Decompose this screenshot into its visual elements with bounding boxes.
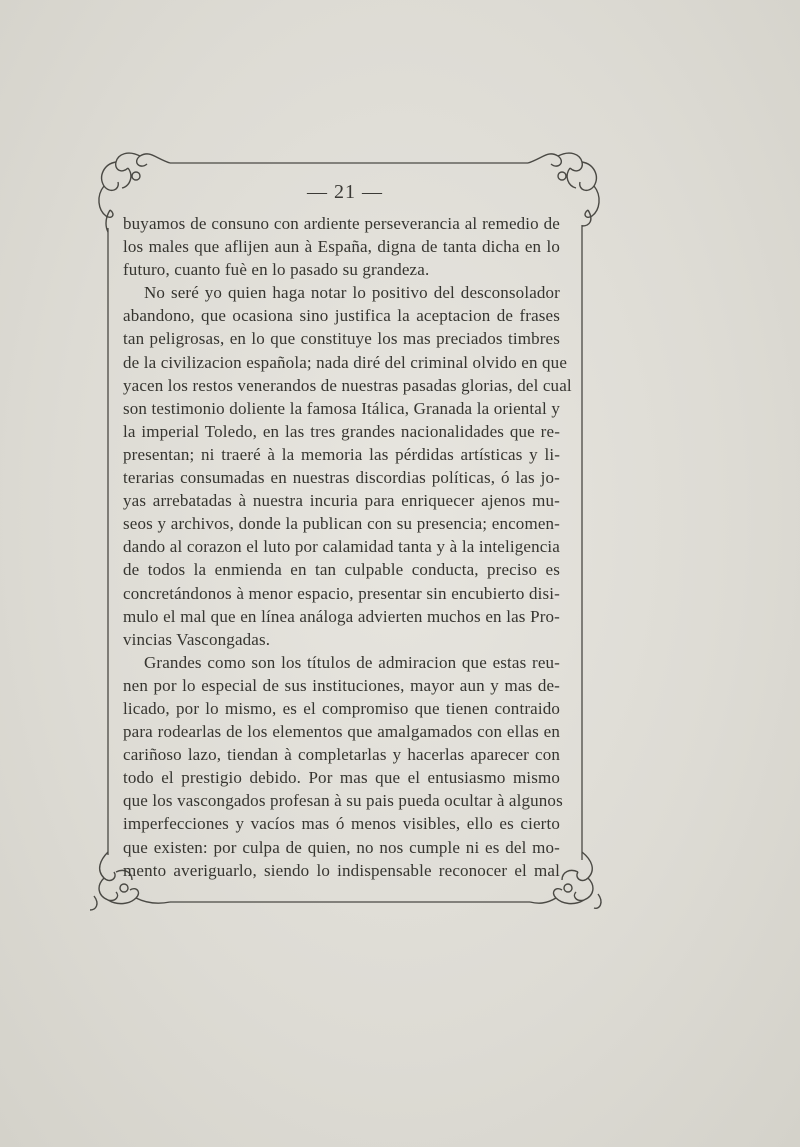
paragraph-1 <box>123 212 560 281</box>
text-line: concretándonos à menor espacio, presentar sin encubierto disi- <box>123 583 560 603</box>
paragraph-2 <box>123 281 572 651</box>
text-line: de todos la enmienda en tan culpable conducta, preciso es <box>123 560 560 580</box>
text-line: de la civilizacion española; nada diré del criminal olvido en que <box>123 352 568 372</box>
text-line: mento averiguarlo, siendo lo indispensable reconocer el mal <box>123 860 560 880</box>
text-line: Grandes como son los títulos de admiracion que estas reu- <box>144 652 560 672</box>
text-line: cariñoso lazo, tiendan à completarlas y hacerlas aparecer con <box>123 745 560 765</box>
text-line: presentan; ni traeré à la memoria las pérdidas artísticas y li- <box>123 444 560 464</box>
text-line: No seré yo quien haga notar lo positivo del desconsolador <box>144 283 560 303</box>
text-line: tan peligrosas, en lo que constituye los mas preciados timbres <box>123 329 560 349</box>
text-line: que los vascongados profesan à su pais pueda ocultar à algunos <box>123 791 563 811</box>
text-line: los males que aflijen aun à España, digna de tanta dicha en lo <box>123 237 560 257</box>
text-line: vincias Vascongadas. <box>123 629 271 649</box>
text-line: para rodearlas de los elementos que amalgamados con ellas en <box>123 722 560 742</box>
text-line: licado, por lo mismo, es el compromiso que tienen contraido <box>123 698 560 718</box>
page-number: — 21 — <box>307 181 383 203</box>
text-line: imperfecciones y vacíos mas ó menos visibles, ello es cierto <box>123 814 560 834</box>
text-line: futuro, cuanto fuè en lo pasado su grandeza. <box>123 260 430 280</box>
text-line: abandono, que ocasiona sino justifica la aceptacion de frases <box>123 306 560 326</box>
text-line: terarias consumadas en nuestras discordias políticas, ó las jo- <box>123 468 560 488</box>
body-text <box>123 212 572 882</box>
text-line: buyamos de consuno con ardiente perseverancia al remedio de <box>123 214 560 233</box>
text-line: yacen los restos venerandos de nuestras pasadas glorias, del cual <box>123 375 572 395</box>
text-line: la imperial Toledo, en las tres grandes nacionalidades que re- <box>123 421 560 441</box>
text-line: seos y archivos, donde la publican con su presencia; encomen- <box>123 514 560 534</box>
text-line: que existen: por culpa de quien, no nos cumple ni es del mo- <box>123 837 560 857</box>
text-line: dando al corazon el luto por calamidad tanta y à la inteligencia <box>123 537 560 557</box>
text-line: son testimonio doliente la famosa Itálica, Granada la oriental y <box>123 398 560 418</box>
text-line: todo el prestigio debido. Por mas que el entusiasmo mismo <box>123 768 560 788</box>
text-line: yas arrebatadas à nuestra incuria para enriquecer ajenos mu- <box>123 491 560 511</box>
text-line: mulo el mal que en línea análoga advierten muchos en las Pro- <box>123 606 560 626</box>
text-line: nen por lo especial de sus instituciones, mayor aun y mas de- <box>123 675 560 695</box>
paragraph-3 <box>123 651 563 882</box>
